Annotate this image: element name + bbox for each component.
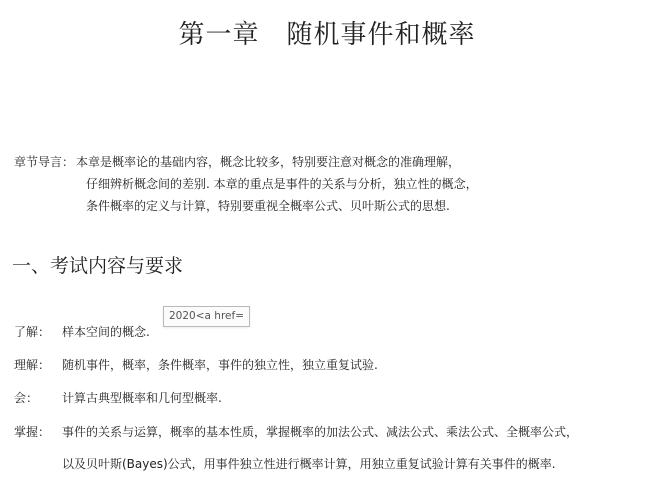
guide-label: 章节导言：	[14, 155, 75, 169]
guide-line: 本章是概率论的基础内容，概念比较多，特别要注意对概念的准确理解，	[76, 155, 461, 169]
requirement-label: 掌握：	[14, 425, 51, 439]
link-tooltip: 2020<a href=	[163, 306, 250, 327]
requirement-text: 事件的关系与运算，概率的基本性质，掌握概率的加法公式、减法公式、乘法公式、全概率公式，	[62, 425, 579, 439]
guide-line: 仔细辨析概念间的差别. 本章的重点是事件的关系与分析，独立性的概念，	[86, 177, 478, 191]
requirement-text: 随机事件，概率，条件概率，事件的独立性，独立重复试验.	[62, 358, 378, 372]
section-heading: 一、考试内容与要求	[12, 255, 184, 277]
requirement-text: 样本空间的概念.	[62, 325, 150, 339]
chapter-title: 第一章 随机事件和概率	[178, 20, 476, 50]
requirement-label: 了解：	[14, 325, 51, 339]
requirement-text: 计算古典型概率和几何型概率.	[62, 391, 222, 405]
requirement-label: 会：	[14, 391, 39, 405]
requirement-label: 理解：	[14, 358, 51, 372]
requirement-continuation: 以及贝叶斯(Bayes)公式，用事件独立性进行概率计算，用独立重复试验计算有关事件的概率.	[62, 457, 556, 471]
guide-text	[76, 151, 478, 217]
guide-line: 条件概率的定义与计算，特别要重视全概率公式、贝叶斯公式的思想.	[86, 199, 450, 213]
